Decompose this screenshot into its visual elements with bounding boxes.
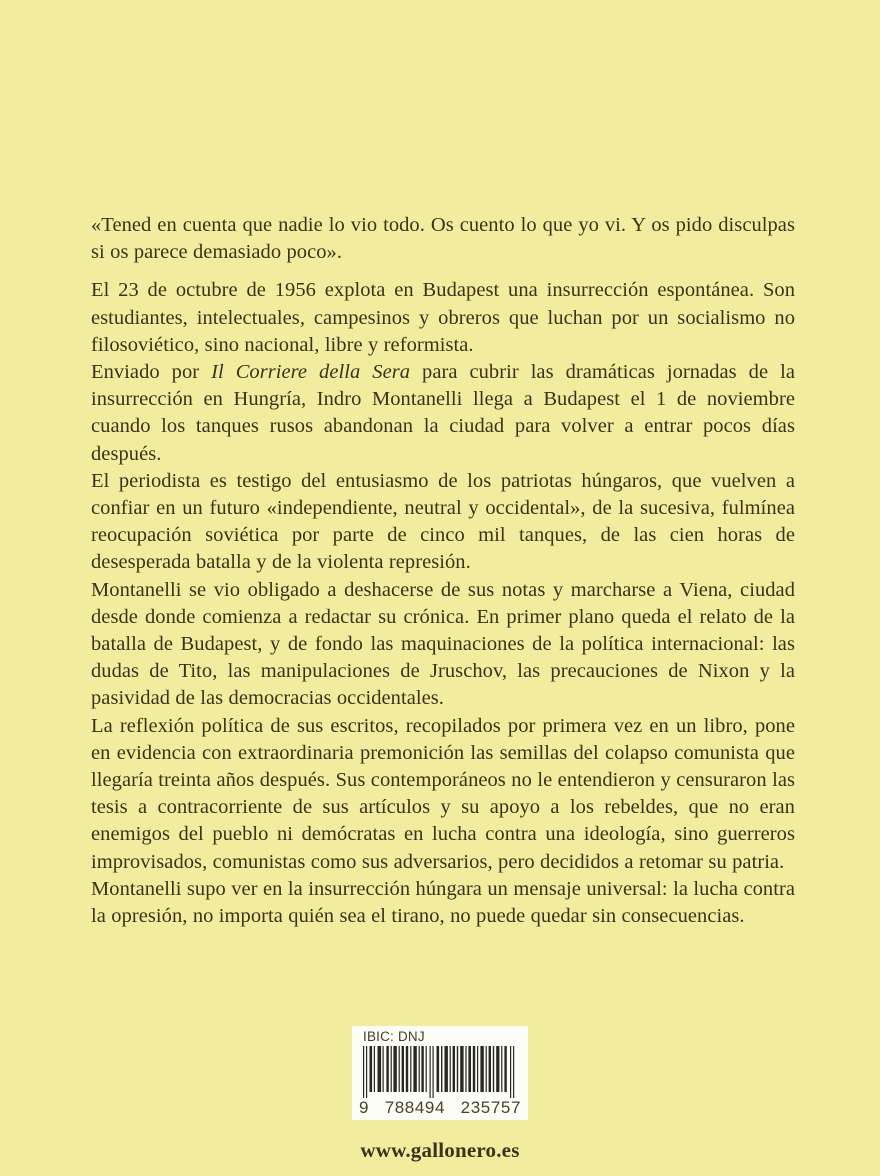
blurb-paragraph-reflection: La reflexión política de sus escritos, recopilados por primera vez en un libro, pone en evidencia con extraordinaria premonición las semillas del colapso comunista que llegaría treinta años después. Sus contemporáneos no le entendieron y censuraron las tesis a contracorriente de sus artículos y su apoyo a los rebeldes, que no eran enemigos del pueblo ni demócratas en lucha contra una ideología, sino guerreros improvisados, comunistas como sus adversarios, pero decididos a retomar su patria. xyxy=(91,714,795,873)
barcode-digits xyxy=(352,1098,528,1118)
back-cover-blurb xyxy=(91,212,795,930)
blurb-corriere-text-before: Enviado por xyxy=(91,361,212,384)
barcode-digit-left: 9 xyxy=(359,1098,370,1117)
barcode-bars-icon xyxy=(360,1046,520,1098)
blurb-paragraph-universal-message: Montanelli supo ver en la insurrección húngara un mensaje universal: la lucha contra la opresión, no importa quién sea el tirano, no puede quedar sin consecuencias. xyxy=(91,877,795,928)
blurb-paragraph-journalist: El periodista es testigo del entusiasmo de los patriotas húngaros, que vuelven a confiar en un futuro «independiente, neutral y occidental», de la sucesiva, fulmínea reocupación soviética por parte de cinco mil tanques, de las cien horas de desesperada batalla y de la violenta represión. xyxy=(91,469,795,574)
blurb-paragraph-insurrection: El 23 de octubre de 1956 explota en Budapest una insurrección espontánea. Son estudiantes, intelectuales, campesinos y obreros que luchan por un socialismo no filosoviético, sino nacional, libre y reformista. xyxy=(91,279,795,356)
barcode-digit-group-1: 788494 xyxy=(384,1098,446,1117)
ibic-code-label: IBIC: DNJ xyxy=(363,1029,425,1044)
blurb-paragraph-quote: «Tened en cuenta que nadie lo vio todo. Os cuento lo que yo vi. Y os pido disculpas si os parece demasiado poco». xyxy=(91,214,795,264)
barcode-box xyxy=(352,1026,528,1120)
blurb-paragraph-vienna: Montanelli se vio obligado a deshacerse de sus notas y marcharse a Viena, ciudad desde donde comienza a redactar su crónica. En primer plano queda el relato de la batalla de Budapest, y de fondo las maquinaciones de la política internacional: las dudas de Tito, las manipulaciones de Jruschov, las precauciones de Nixon y la pasividad de las democracias occidentales. xyxy=(91,578,795,710)
blurb-corriere-text-after: para cubrir las dramáticas jornadas de la insurrección en Hungría, Indro Montanelli llega a Budapest el 1 de noviembre cuando los tanques rusos abandonan la ciudad para volver a entrar pocos días después. xyxy=(91,361,795,465)
barcode-digit-group-2: 235757 xyxy=(460,1098,521,1117)
publisher-website-url: www.gallonero.es xyxy=(360,1138,520,1162)
blurb-paragraph-corriere xyxy=(91,359,795,468)
blurb-corriere-title: Il Corriere della Sera xyxy=(211,361,411,384)
barcode-group xyxy=(0,1026,880,1163)
